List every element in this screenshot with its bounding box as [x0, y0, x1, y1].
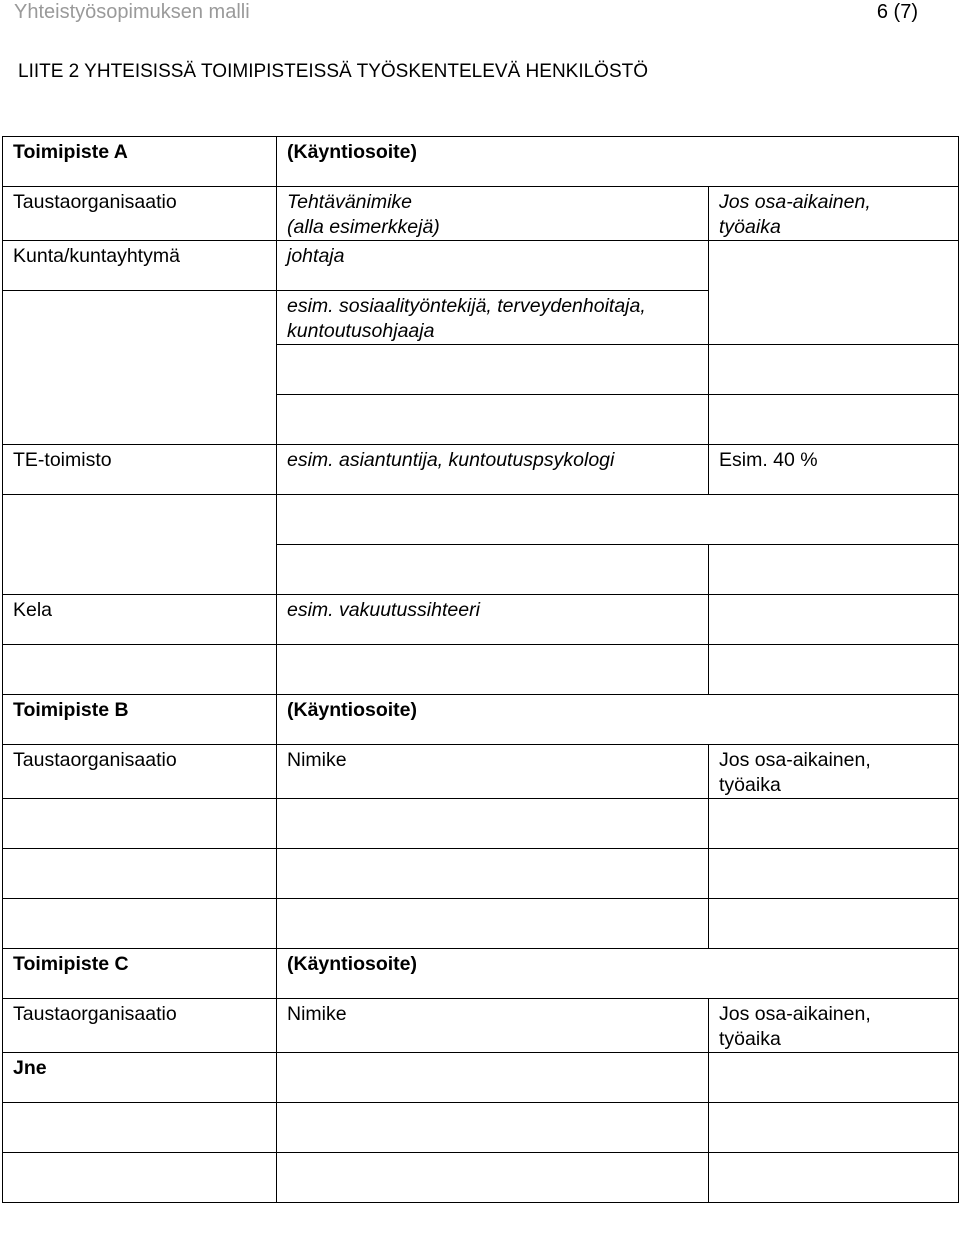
staff-table — [2, 136, 959, 1203]
column-header-title: Nimike — [277, 745, 709, 799]
organization-cell — [3, 799, 277, 849]
page-number: 6 (7) — [876, 1, 918, 23]
column-header-parttime: Jos osa-aikainen, työaika — [709, 187, 959, 241]
column-header-parttime: Jos osa-aikainen, työaika — [709, 745, 959, 799]
title-cell — [277, 395, 709, 445]
title-cell — [277, 1053, 709, 1103]
title-cell — [277, 545, 709, 595]
column-header-title: Nimike — [277, 999, 709, 1053]
parttime-cell — [709, 849, 959, 899]
title-cell — [277, 495, 959, 545]
column-header-parttime: Jos osa-aikainen, työaika — [709, 999, 959, 1053]
document-name: Yhteistyösopimuksen malli — [14, 1, 250, 23]
section-a-column-headers — [3, 187, 959, 241]
table-row — [3, 645, 959, 695]
title-cell: esim. sosiaalityöntekijä, terveydenhoitaja, kuntoutusohjaaja — [277, 291, 709, 345]
parttime-cell — [709, 799, 959, 849]
parttime-cell — [709, 1103, 959, 1153]
title-cell — [277, 645, 709, 695]
office-c-address: (Käyntiosoite) — [277, 949, 959, 999]
parttime-cell — [709, 645, 959, 695]
table-row — [3, 1103, 959, 1153]
parttime-cell — [709, 345, 959, 395]
parttime-cell — [709, 545, 959, 595]
organization-cell — [3, 645, 277, 695]
title-cell: johtaja — [277, 241, 709, 291]
column-header-organization: Taustaorganisaatio — [3, 999, 277, 1053]
table-row — [3, 1153, 959, 1203]
section-b-header-row — [3, 695, 959, 745]
column-header-title: Tehtävänimike (alla esimerkkejä) — [277, 187, 709, 241]
column-header-organization: Taustaorganisaatio — [3, 187, 277, 241]
section-c-column-headers — [3, 999, 959, 1053]
table-row — [3, 495, 959, 545]
table-row — [3, 899, 959, 949]
table-row — [3, 849, 959, 899]
section-a-header-row — [3, 137, 959, 187]
title-cell — [277, 899, 709, 949]
parttime-cell — [709, 395, 959, 445]
section-b-column-headers — [3, 745, 959, 799]
organization-cell — [3, 1153, 277, 1203]
table-row — [3, 595, 959, 645]
office-a-name: Toimipiste A — [3, 137, 277, 187]
organization-cell — [3, 899, 277, 949]
title-cell — [277, 345, 709, 395]
office-b-name: Toimipiste B — [3, 695, 277, 745]
parttime-cell — [709, 595, 959, 645]
title-cell — [277, 1153, 709, 1203]
title-cell — [277, 849, 709, 899]
organization-cell — [3, 1103, 277, 1153]
title-cell — [277, 799, 709, 849]
table-row — [3, 445, 959, 495]
organization-cell — [3, 495, 277, 595]
page-title: LIITE 2 YHTEISISSÄ TOIMIPISTEISSÄ TYÖSKENTELEVÄ HENKILÖSTÖ — [18, 61, 649, 82]
table-row — [3, 1053, 959, 1103]
organization-cell: Kunta/kuntayhtymä — [3, 241, 277, 291]
office-b-address: (Käyntiosoite) — [277, 695, 959, 745]
organization-cell: Kela — [3, 595, 277, 645]
title-cell: esim. vakuutussihteeri — [277, 595, 709, 645]
section-c-header-row — [3, 949, 959, 999]
parttime-cell — [709, 1053, 959, 1103]
parttime-cell: Esim. 40 % — [709, 445, 959, 495]
parttime-cell — [709, 241, 959, 345]
organization-cell: TE-toimisto — [3, 445, 277, 495]
organization-cell — [3, 291, 277, 445]
parttime-cell — [709, 899, 959, 949]
organization-cell: Jne — [3, 1053, 277, 1103]
organization-cell — [3, 849, 277, 899]
title-cell: esim. asiantuntija, kuntoutuspsykologi — [277, 445, 709, 495]
table-row — [3, 799, 959, 849]
office-c-name: Toimipiste C — [3, 949, 277, 999]
parttime-cell — [709, 1153, 959, 1203]
table-row — [3, 241, 959, 291]
title-cell — [277, 1103, 709, 1153]
column-header-organization: Taustaorganisaatio — [3, 745, 277, 799]
office-a-address: (Käyntiosoite) — [277, 137, 959, 187]
